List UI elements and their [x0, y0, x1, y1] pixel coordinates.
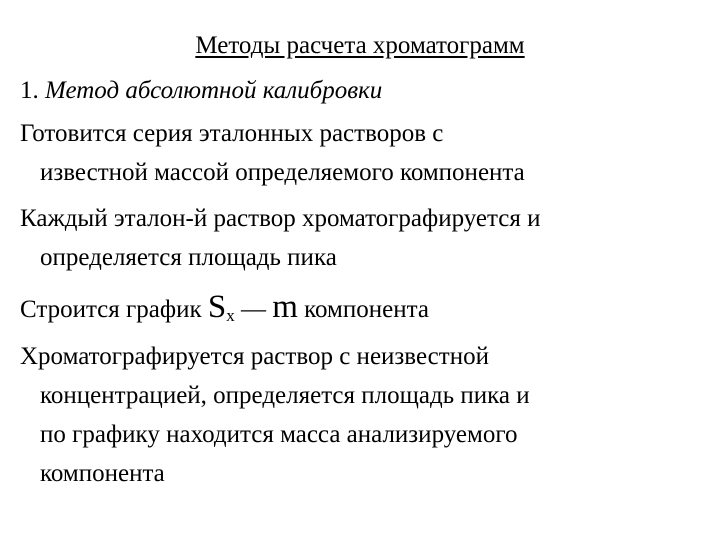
paragraph-1-line-1: Готовится серия эталонных растворов с: [20, 120, 444, 147]
paragraph-4-line-3: по графику находится масса анализируемого: [40, 421, 518, 448]
graph-prefix: Строится график: [20, 296, 202, 323]
method-name: Метод абсолютной калибровки: [45, 77, 383, 104]
paragraph-1-line-2: известной массой определяемого компонента: [40, 159, 525, 186]
method-heading: [20, 74, 382, 108]
symbol-m: m: [272, 289, 298, 325]
paragraph-4-line-1: Хроматографируется раствор с неизвестной: [20, 343, 489, 370]
slide-title: Методы расчета хроматограмм: [195, 32, 525, 59]
paragraph-3: [20, 290, 429, 333]
paragraph-2-line-1: Каждый эталон-й раствор хроматографируется и: [20, 205, 541, 232]
em-dash: —: [240, 296, 266, 323]
symbol-s: S: [207, 289, 227, 325]
symbol-subscript-x: x: [226, 306, 235, 325]
paragraph-2-line-2: определяется площадь пика: [40, 244, 337, 271]
method-number: 1.: [20, 77, 39, 104]
graph-suffix: компонента: [304, 296, 429, 323]
paragraph-4-line-2: концентрацией, определяется площадь пика и: [40, 382, 530, 409]
paragraph-4-line-4: компонента: [40, 460, 165, 487]
